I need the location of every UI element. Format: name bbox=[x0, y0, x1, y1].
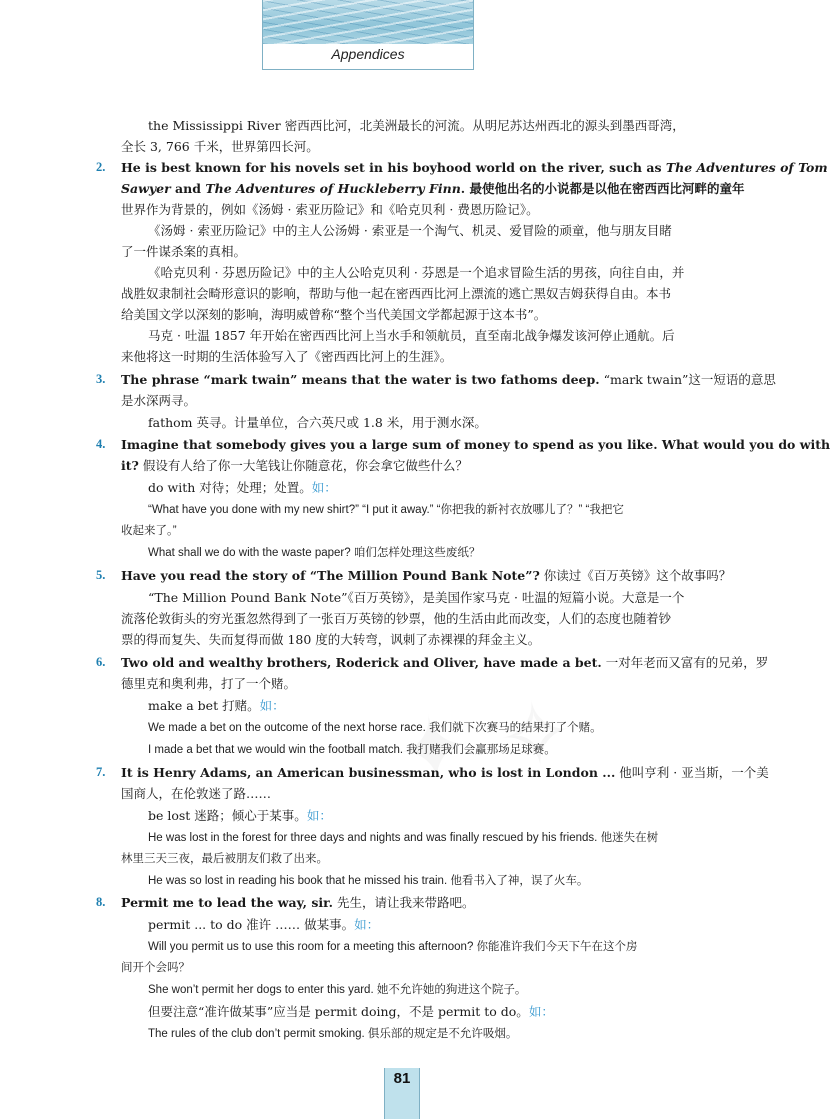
note-7-example-1-line-2: 林里三天三夜，最后被朋友们救了出来。 bbox=[121, 853, 328, 865]
note-3-heading-line-1 bbox=[121, 372, 776, 388]
note-8-definition-line bbox=[148, 917, 379, 933]
note-1-line-1: the Mississippi River 密西西比河，北美洲最长的河流。从明尼苏达州西北的源头到墨西哥湾， bbox=[148, 118, 685, 133]
note-6-definition-line bbox=[148, 698, 285, 714]
note-3-heading: The phrase “mark twain” means that the water is two fathoms deep. bbox=[121, 372, 600, 387]
note-8-usage-example-marker: 如： bbox=[528, 1004, 554, 1019]
note-7-heading-line bbox=[121, 765, 769, 781]
note-3-gloss: “mark twain”这一短语的意思 bbox=[599, 372, 776, 387]
note-4-example-marker: 如： bbox=[311, 480, 337, 495]
note-4-example-1-line-1: “What have you done with my new shirt?” “I put it away.” “你把我的新衬衣放哪儿了？” “我把它 bbox=[148, 504, 624, 516]
note-4-number: 4. bbox=[96, 437, 106, 451]
note-2-and: and bbox=[170, 181, 206, 196]
note-4-gloss: 假设有人给了你一大笔钱让你随意花，你会拿它做些什么？ bbox=[138, 458, 468, 473]
note-2-title-finn: The Adventures of Huckleberry Finn bbox=[205, 181, 461, 196]
note-4-heading-end: it? bbox=[121, 458, 139, 473]
page-number-tab bbox=[384, 1068, 420, 1119]
note-7-example-marker: 如： bbox=[306, 808, 332, 823]
note-2-gloss: . 最使他出名的小说都是以他在密西西比河畔的童年 bbox=[460, 181, 745, 196]
note-2-heading-line-2 bbox=[121, 181, 745, 197]
note-8-definition: permit ... to do 准许 …… 做某事。 bbox=[148, 917, 355, 932]
note-6-line-2: 德里克和奥利弗，打了一个赌。 bbox=[121, 676, 297, 691]
page-number: 81 bbox=[393, 1070, 411, 1087]
note-8-example-1-line-2: 间开个会吗？ bbox=[121, 962, 190, 974]
note-8-example-marker: 如： bbox=[354, 917, 380, 932]
note-2-para-2-line-1: 《哈克贝利 · 芬恩历险记》中的主人公哈克贝利 · 芬恩是一个追求冒险生活的男孩，向往自由，并 bbox=[148, 265, 685, 280]
note-2-para-3-line-1: 马克 · 吐温 1857 年开始在密西西比河上当水手和领航员，直至南北战争爆发该河停止通航。后 bbox=[148, 328, 675, 343]
note-7-gloss: 他叫亨利 · 亚当斯，一个美 bbox=[615, 765, 769, 780]
water-texture-banner bbox=[263, 0, 473, 44]
note-5-number: 5. bbox=[96, 568, 106, 582]
note-6-example-1: We made a bet on the outcome of the next horse race. 我们就下次赛马的结果打了个赌。 bbox=[148, 722, 602, 734]
note-2-heading-text: He is best known for his novels set in his boyhood world on the river, such as bbox=[121, 160, 666, 175]
note-8-example-1-line-1: Will you permit us to use this room for a meeting this afternoon? 你能准许我们今天下午在这个房 bbox=[148, 941, 638, 953]
note-2-para-2-line-3: 给美国文学以深刻的影响，海明威曾称“整个当代美国文学都起源于这本书”。 bbox=[121, 307, 547, 322]
header-rule bbox=[263, 69, 473, 70]
note-7-example-2: He was so lost in reading his book that he missed his train. 他看书入了神，误了火车。 bbox=[148, 875, 589, 887]
note-6-heading-line bbox=[121, 655, 768, 671]
note-6-definition: make a bet 打赌。 bbox=[148, 698, 260, 713]
note-6-gloss: 一对年老而又富有的兄弟，罗 bbox=[601, 655, 769, 670]
note-3-number: 3. bbox=[96, 372, 106, 386]
note-5-heading: Have you read the story of “The Million Pound Bank Note”? bbox=[121, 568, 540, 583]
note-5-desc-line-2: 流落伦敦街头的穷光蛋忽然得到了一张百万英镑的钞票，他的生活由此而改变，人们的态度也随着钞 bbox=[121, 611, 672, 626]
note-2-para-2-line-2: 战胜奴隶制社会畸形意识的影响，帮助与他一起在密西西比河上漂流的逃亡黑奴吉姆获得自由。本书 bbox=[121, 286, 672, 301]
note-1-line-2: 全长 3, 766 千米，世界第四长河。 bbox=[121, 139, 319, 154]
note-2-para-3-line-2: 来他将这一时期的生活体验写入了《密西西比河上的生涯》。 bbox=[121, 349, 453, 364]
running-header: Appendices bbox=[331, 46, 405, 62]
note-8-usage-note: 但要注意“准许做某事”应当是 permit doing，不是 permit to do。 bbox=[148, 1004, 529, 1019]
note-4-definition-line bbox=[148, 480, 337, 496]
note-7-number: 7. bbox=[96, 765, 106, 779]
note-6-example-2: I made a bet that we would win the football match. 我打赌我们会赢那场足球赛。 bbox=[148, 744, 556, 756]
note-6-number: 6. bbox=[96, 655, 106, 669]
note-8-heading: Permit me to lead the way, sir. bbox=[121, 895, 333, 910]
note-2-para-1-line-1: 《汤姆 · 索亚历险记》中的主人公汤姆 · 索亚是一个淘气、机灵、爱冒险的顽童，他与朋友目睹 bbox=[148, 223, 672, 238]
note-2-title-sawyer: Sawyer bbox=[121, 181, 171, 196]
chapter-header-tab bbox=[262, 0, 474, 70]
note-7-line-2: 国商人，在伦敦迷了路…… bbox=[121, 786, 272, 801]
note-5-gloss: 你读过《百万英镑》这个故事吗？ bbox=[539, 568, 732, 583]
note-8-number: 8. bbox=[96, 895, 106, 909]
note-5-desc-line-3: 票的得而复失、失而复得而做 180 度的大转弯，讽刺了赤裸裸的拜金主义。 bbox=[121, 632, 541, 647]
note-4-heading-line-2 bbox=[121, 458, 468, 474]
note-2-heading-line-1 bbox=[121, 160, 828, 176]
note-8-usage-line bbox=[148, 1004, 554, 1020]
note-2-para-1-line-2: 了一件谋杀案的真相。 bbox=[121, 244, 247, 259]
note-7-definition-line bbox=[148, 808, 332, 824]
note-4-example-2: What shall we do with the waste paper? 咱们怎样处理这些废纸？ bbox=[148, 547, 481, 559]
note-6-heading: Two old and wealthy brothers, Roderick and Oliver, have made a bet. bbox=[121, 655, 602, 670]
note-7-definition: be lost 迷路；倾心于某事。 bbox=[148, 808, 307, 823]
note-7-heading: It is Henry Adams, an American businessman, who is lost in London ... bbox=[121, 765, 616, 780]
note-3-line-2: 是水深两寻。 bbox=[121, 393, 197, 408]
note-8-example-2: She won’t permit her dogs to enter this yard. 她不允许她的狗进这个院子。 bbox=[148, 984, 527, 996]
note-5-heading-line bbox=[121, 568, 731, 584]
note-4-example-1-line-2: 收起来了。” bbox=[121, 525, 177, 537]
note-4-heading-line-1: Imagine that somebody gives you a large sum of money to spend as you like. What would you do with bbox=[121, 437, 830, 452]
note-5-desc-line-1: “The Million Pound Bank Note”《百万英镑》，是美国作家马克 · 吐温的短篇小说。大意是一个 bbox=[148, 590, 685, 605]
note-8-example-3: The rules of the club don’t permit smoking. 俱乐部的规定是不允许吸烟。 bbox=[148, 1028, 518, 1040]
note-8-heading-line bbox=[121, 895, 474, 911]
note-3-definition: fathom 英寻。计量单位，合六英尺或 1.8 米，用于测水深。 bbox=[148, 415, 487, 430]
note-2-number: 2. bbox=[96, 160, 106, 174]
note-8-gloss: 先生，请让我来带路吧。 bbox=[332, 895, 475, 910]
note-7-example-1-line-1: He was lost in the forest for three days and nights and was finally rescued by his friends. 他迷失在树 bbox=[148, 832, 659, 844]
note-2-line-3: 世界作为背景的，例如《汤姆 · 索亚历险记》和《哈克贝利 · 费恩历险记》。 bbox=[121, 202, 539, 217]
note-2-title-tom: The Adventures of Tom bbox=[665, 160, 828, 175]
note-4-definition: do with 对待；处理；处置。 bbox=[148, 480, 312, 495]
note-6-example-marker: 如： bbox=[259, 698, 285, 713]
